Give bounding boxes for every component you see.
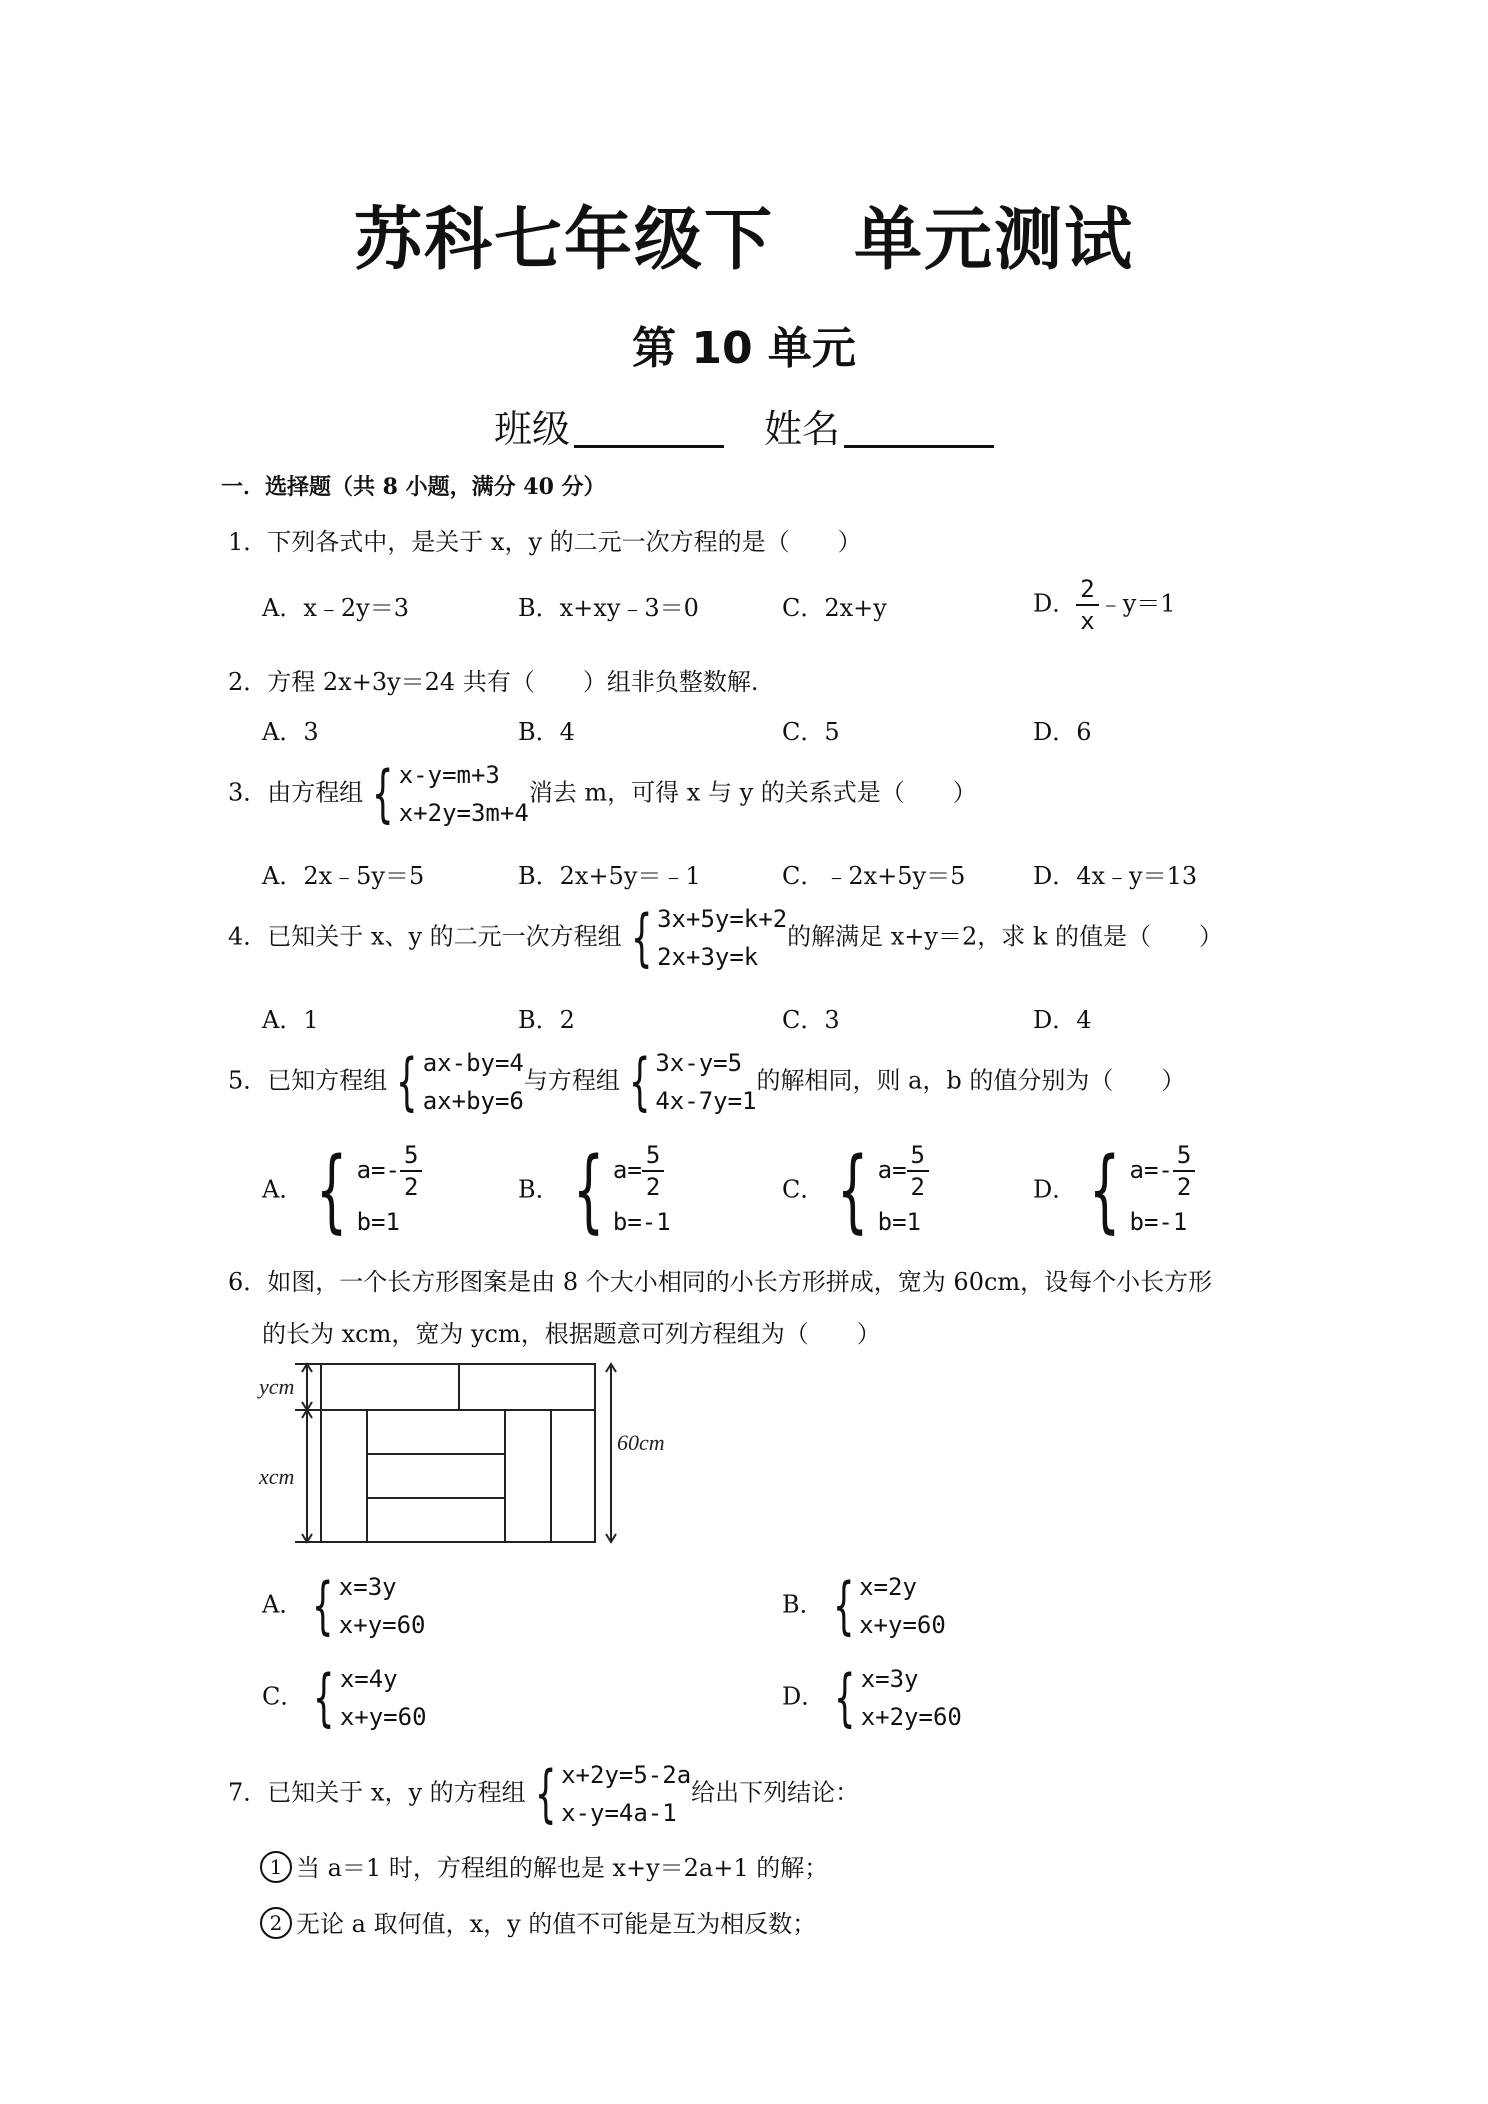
- equation-system: { x-y=m+3 x+2y=3m+4: [372, 757, 529, 830]
- rectangle-figure: [255, 1356, 675, 1556]
- question-7: 7．已知关于 x，y 的方程组 { x+2y=5-2a x-y=4a-1 给出下列结论：: [228, 1757, 860, 1830]
- q1-option-c[interactable]: C．2x+y: [782, 594, 887, 622]
- circled-number: 2: [260, 1907, 292, 1939]
- equation-system-2: { 3x-y=5 4x-7y=1: [628, 1045, 757, 1118]
- question-5: 5．已知方程组 { ax-by=4 ax+by=6 与方程组 { 3x-y=5 4x-7y=1 的解相同，则 a，b 的值分别为（ ）: [228, 1045, 1186, 1118]
- conclusion-1: 1 当 a＝1 时，方程组的解也是 x+y＝2a+1 的解；: [260, 1848, 828, 1883]
- q3-option-d[interactable]: D．4x﹣y＝13: [1033, 862, 1198, 890]
- fraction: $\frac{2}{x}$: [1076, 574, 1098, 636]
- label-xcm: xcm: [259, 1464, 295, 1489]
- class-blank[interactable]: [574, 411, 724, 448]
- question-2: 2．方程 2x+3y＝24 共有（ ）组非负整数解.: [228, 668, 759, 696]
- q3-option-c[interactable]: C．﹣2x+5y＝5: [782, 862, 966, 890]
- equation-system: { ax-by=4 ax+by=6: [396, 1045, 524, 1118]
- question-1: 1．下列各式中，是关于 x，y 的二元一次方程的是（ ）: [228, 528, 862, 556]
- label-ycm: ycm: [259, 1374, 295, 1399]
- q5-option-c[interactable]: C． { a= $\frac{5}{2}$ b=1: [782, 1140, 929, 1242]
- q6-option-b[interactable]: B． { x=2y x+y=60: [782, 1569, 946, 1642]
- q2-option-a[interactable]: A．3: [262, 718, 319, 746]
- q6-option-a[interactable]: A． { x=3y x+y=60: [262, 1569, 426, 1642]
- equation-system: { 3x+5y=k+2 2x+3y=k: [630, 901, 788, 974]
- question-6-line-2: 的长为 xcm，宽为 ycm，根据题意可列方程组为（ ）: [262, 1320, 881, 1348]
- conclusion-2: 2 无论 a 取何值，x，y 的值不可能是互为相反数；: [260, 1904, 816, 1939]
- question-6: 6．如图，一个长方形图案是由 8 个大小相同的小长方形拼成，宽为 60cm，设每个小长方形: [228, 1268, 1213, 1296]
- q2-option-c[interactable]: C．5: [782, 718, 840, 746]
- unit-subtitle: 第 10 单元: [632, 323, 856, 374]
- q1-option-a[interactable]: A．x﹣2y＝3: [262, 594, 409, 622]
- student-info-line: [0, 398, 1488, 453]
- q4-option-a[interactable]: A．1: [262, 1006, 319, 1034]
- q1-option-d[interactable]: D． $\frac{2}{x}$ ﹣y＝1: [1033, 575, 1176, 635]
- q5-option-d[interactable]: D． { a=- $\frac{5}{2}$ b=-1: [1033, 1140, 1195, 1242]
- q5-option-a[interactable]: A． { a=- $\frac{5}{2}$ b=1: [262, 1140, 422, 1242]
- name-blank[interactable]: [844, 411, 994, 448]
- q6-option-c[interactable]: C． { x=4y x+y=60: [262, 1661, 427, 1734]
- page-title: 苏科七年级下 单元测试: [353, 201, 1135, 280]
- class-label: 班级: [493, 407, 570, 451]
- q3-option-b[interactable]: B．2x+5y＝﹣1: [518, 862, 701, 890]
- q3-option-a[interactable]: A．2x﹣5y＝5: [262, 862, 425, 890]
- q6-option-d[interactable]: D． { x=3y x+2y=60: [782, 1661, 962, 1734]
- q4-option-d[interactable]: D．4: [1033, 1006, 1092, 1034]
- section-heading: 一．选择题（共 8 小题，满分 40 分）: [221, 474, 606, 500]
- q2-option-d[interactable]: D．6: [1033, 718, 1092, 746]
- q1-option-b[interactable]: B．x+xy﹣3＝0: [518, 594, 699, 622]
- q5-option-b[interactable]: B． { a= $\frac{5}{2}$ b=-1: [518, 1138, 671, 1243]
- name-label: 姓名: [764, 407, 841, 451]
- equation-system: { x+2y=5-2a x-y=4a-1: [534, 1757, 692, 1830]
- q4-option-c[interactable]: C．3: [782, 1006, 840, 1034]
- question-3: 3．由方程组 { x-y=m+3 x+2y=3m+4 消去 m，可得 x 与 y 的关系式是（ ）: [228, 757, 977, 830]
- q2-option-b[interactable]: B．4: [518, 718, 575, 746]
- q4-option-b[interactable]: B．2: [518, 1006, 575, 1034]
- circled-number: 1: [260, 1851, 292, 1883]
- label-60cm: 60cm: [617, 1430, 665, 1455]
- question-4: 4．已知关于 x、y 的二元一次方程组 { 3x+5y=k+2 2x+3y=k 的解满足 x+y＝2，求 k 的值是（ ）: [228, 901, 1224, 974]
